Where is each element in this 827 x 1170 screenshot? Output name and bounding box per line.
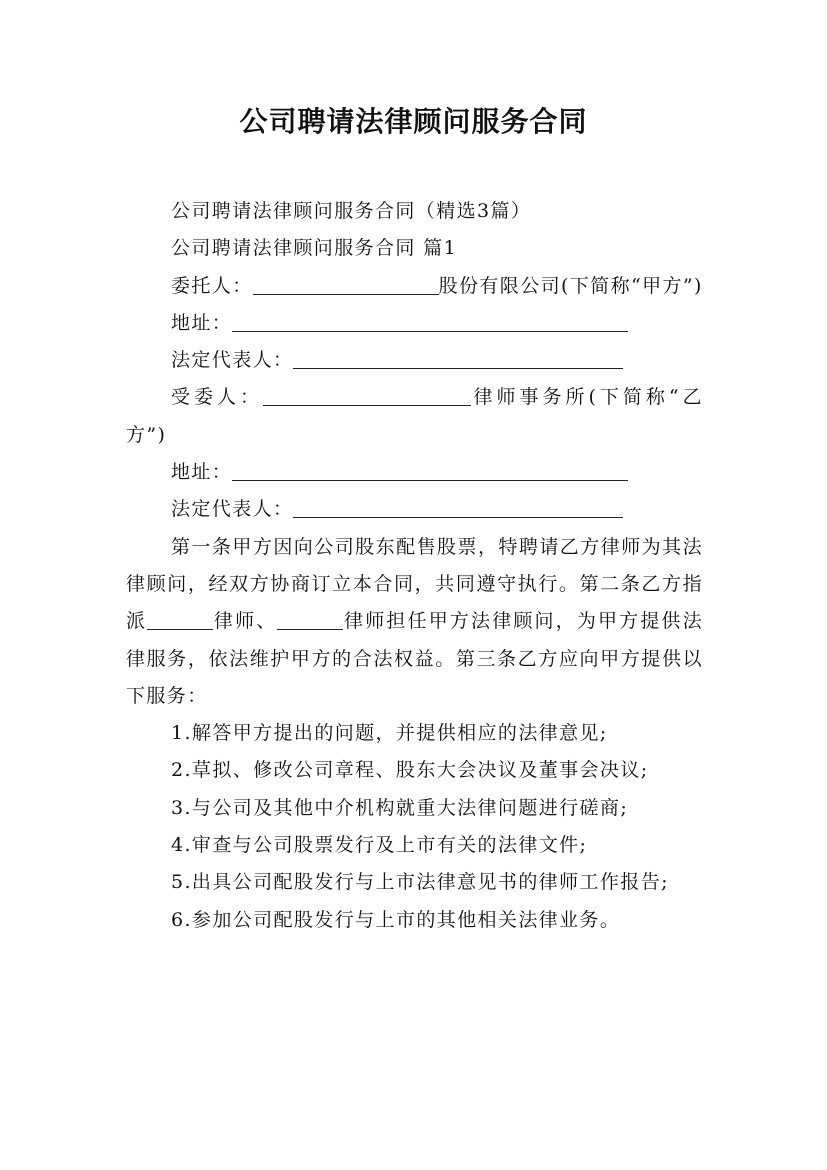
address-blank-line	[232, 309, 628, 332]
agent-line	[126, 379, 703, 454]
list-item: 1.解答甲方提出的问题，并提供相应的法律意见;	[171, 722, 608, 745]
list-item: 5.出具公司配股发行与上市法律意见书的律师工作报告;	[171, 871, 669, 894]
legal-rep-line-2	[126, 491, 703, 528]
address-blank-line	[232, 458, 628, 481]
lawyer-blank-1	[147, 607, 213, 630]
list-item: 4.审查与公司股票发行及上市有关的法律文件;	[171, 834, 588, 857]
list-item: 6.参加公司配股发行与上市的其他相关法律业务。	[171, 908, 621, 931]
lawyer-blank-2	[277, 607, 343, 630]
document-body	[126, 193, 703, 939]
agent-label: 受委人：	[171, 386, 263, 409]
subtitle: 公司聘请法律顾问服务合同（精选3篇）	[171, 200, 532, 222]
legal-rep-blank-line	[293, 495, 623, 518]
list-item: 2.草拟、修改公司章程、股东大会决议及董事会决议;	[171, 759, 649, 782]
client-blank-line	[253, 272, 439, 295]
clause-text-3: 律师担任甲方法律顾问，为甲方提供法律服务，依法维护甲方的合法权益。第三条乙方应向甲方提供以下服务：	[126, 610, 703, 707]
address-line-1	[126, 305, 703, 342]
client-suffix: 股份有限公司(下简称“甲方”)	[438, 274, 703, 297]
agent-suffix: 律师事务所(下简称“乙方”)	[126, 386, 703, 446]
address-label: 地址：	[171, 311, 233, 334]
clause-text-2: 律师、	[213, 610, 278, 633]
agent-blank-line	[263, 383, 471, 406]
address-label: 地址：	[171, 461, 233, 484]
clause-paragraph	[126, 529, 703, 715]
client-line	[126, 268, 703, 305]
legal-rep-label: 法定代表人：	[171, 349, 294, 372]
list-item: 3.与公司及其他中介机构就重大法律问题进行磋商;	[171, 796, 629, 819]
clause-text-1: 第一条甲方因向公司股东配售股票，特聘请乙方律师为其法律顾问，经双方协商订立本合同，共同遵守执行。第二条乙方指派	[126, 535, 703, 633]
legal-rep-blank-line	[293, 346, 623, 369]
section-heading: 公司聘请法律顾问服务合同 篇1	[171, 237, 458, 260]
client-label: 委托人：	[171, 274, 253, 297]
legal-rep-label: 法定代表人：	[171, 498, 294, 521]
legal-rep-line-1	[126, 342, 703, 379]
document-title: 公司聘请法律顾问服务合同	[239, 105, 588, 138]
address-line-2	[126, 454, 703, 491]
